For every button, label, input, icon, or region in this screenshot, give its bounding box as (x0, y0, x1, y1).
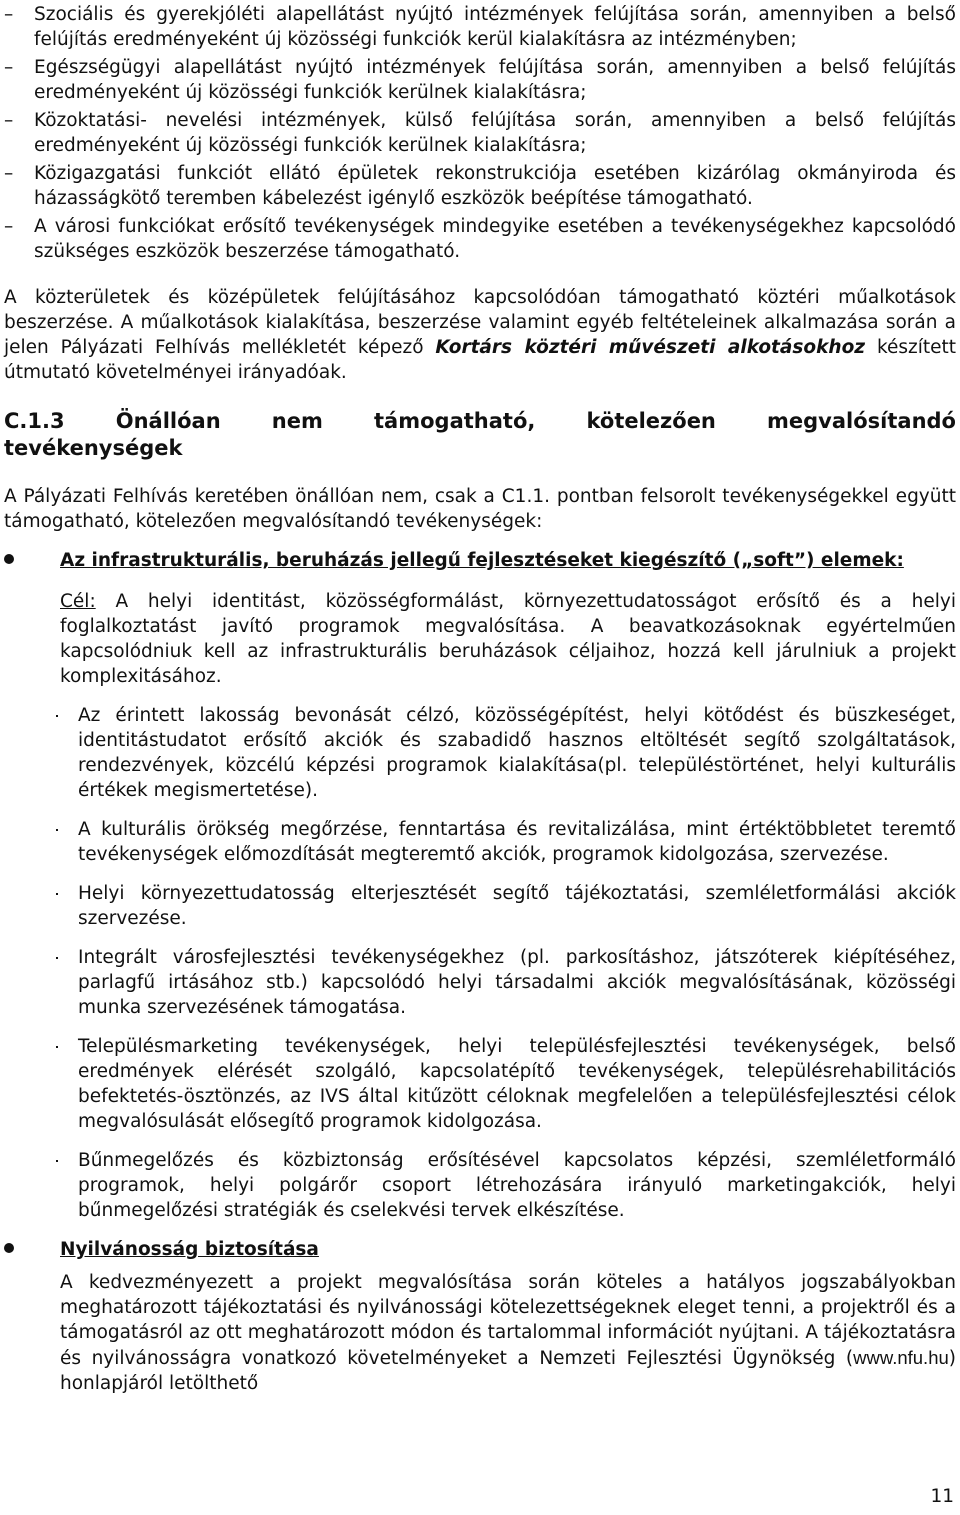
artwork-paragraph (4, 285, 956, 385)
list-item-text: Az érintett lakosság bevonását célzó, közösségépítést, helyi kötődést és büszkeséget, identitástudatot erősítő akciók és szabadidő hasznos eltöltését segítő szolgáltatások, rendezvények, közcélú képzési programok kialakítása(pl. településtörténet, helyi kulturális értékek megismertetése). (78, 705, 956, 801)
dot-icon (56, 715, 58, 717)
list-item-text: Integrált városfejlesztési tevékenységekhez (pl. parkosításhoz, játszóterek kiépítéséhez, parlagfű irtásához stb.) kapcsolódó helyi társadalmi akciók megvalósításának, közösségi munka szervezésének támogatása. (78, 947, 956, 1018)
dash-mark: – (4, 110, 14, 131)
dot-icon (56, 893, 58, 895)
intro-paragraph: A Pályázati Felhívás keretében önállóan nem, csak a C1.1. pontban felsorolt tevékenységekkel együtt támogatható, kötelezően megvalósítandó tevékenységek: (4, 486, 956, 532)
dot-icon (56, 1046, 58, 1048)
dash-list-item (4, 214, 956, 264)
list-item-text: Bűnmegelőzés és közbiztonság erősítésével kapcsolatos képzési, szemléletformáló programok, helyi polgárőr csoport létrehozására irányuló marketingakciók, helyi bűnmegelőzési stratégiák és cselekvési tervek elkészítése. (78, 1150, 956, 1221)
list-item (60, 703, 956, 803)
dash-mark: – (4, 57, 14, 78)
dash-mark: – (4, 163, 14, 184)
list-item-text: A kulturális örökség megőrzése, fenntartása és revitalizálása, mint értéktöbbletet teremtő tevékenységek előmozdítását megteremtő akciók, programok kidolgozása, szervezése. (78, 819, 956, 865)
section-heading-line2: tevékenységek (4, 436, 183, 460)
target-text: A helyi identitást, közösségformálást, környezettudatosságot erősítő és a helyi foglalkoztatást javító programok megvalósítása. A beavatkozásoknak egyértelműen kapcsolódniuk kell az infrastrukturális beruházások céljaihoz, hozzá kell járulniuk a projekt komplexitásához. (60, 591, 956, 687)
list-item (60, 945, 956, 1020)
publicity-text: A kedvezményezett a projekt megvalósítása során köteles a hatályos jogszabályokban meghatározott tájékoztatási és nyilvánossági kötelezettségeknek eleget tenni, a projektről és a támogatásról az ott meghatározott módon és tartalommal információt nyújtani. A tájékoztatásra és nyilvánosságra vonatkozó követelményeket a Nemzeti Fejlesztési Ügynökség ( (60, 1272, 956, 1369)
bullet-icon (4, 1243, 14, 1253)
target-paragraph (60, 589, 956, 689)
list-item (60, 1034, 956, 1134)
dash-item-text: A városi funkciókat erősítő tevékenységek mindegyike esetében a tevékenységekhez kapcsolódó szükséges eszközök beszerzése támogatható. (34, 216, 956, 262)
dot-icon (56, 1160, 58, 1162)
artwork-text-end: készített útmutató követelményei irányadóak. (4, 337, 957, 383)
soft-elements-list (60, 703, 956, 1223)
publicity-section (4, 1237, 956, 1396)
dash-item-text: Közigazgatási funkciót ellátó épületek rekonstrukciója esetében kizárólag okmányiroda és házasságkötő teremben kábelezést igénylő eszközök beépítése támogatható. (34, 163, 956, 209)
dash-list-item (4, 55, 956, 105)
list-item (60, 881, 956, 931)
soft-elements-section (4, 548, 956, 1223)
dash-list (4, 2, 956, 264)
section-heading-line1: C.1.3 Önállóan nem támogatható, kötelezően megvalósítandó (4, 409, 956, 433)
section-heading (4, 408, 956, 462)
artwork-guide-title: Kortárs köztéri művészeti alkotásokhoz (435, 337, 866, 358)
dash-item-text: Közoktatási- nevelési intézmények, külső felújítása során, amennyiben a belső felújítás eredményeként új közösségi funkciók kerülnek kialakításra; (34, 110, 956, 156)
publicity-text-end: ) honlapjáról letölthető (60, 1348, 956, 1394)
list-item-text: Településmarketing tevékenységek, helyi településfejlesztési tevékenységek, belső eredmények elérését szolgáló, kapcsolatépítő tevékenységek, településrehabilitációs befektetés-ösztönzés, az IVS által kitűzött céloknak megfelelően a településfejlesztési célok megvalósulását elősegítő programok kidolgozása. (78, 1036, 956, 1132)
dash-item-text: Egészségügyi alapellátást nyújtó intézmények felújítása során, amennyiben a belső felújítás eredményeként új közösségi funkciók kerülnek kialakításra; (34, 57, 956, 103)
publicity-paragraph (60, 1270, 956, 1396)
dot-icon (56, 829, 58, 831)
list-item (60, 817, 956, 867)
target-label: Cél: (60, 591, 96, 612)
bullet-icon (4, 554, 14, 564)
list-item-text: Helyi környezettudatosság elterjesztését segítő tájékoztatási, szemléletformálási akciók szervezése. (78, 883, 956, 929)
artwork-text: A közterületek és középületek felújításához kapcsolódóan támogatható köztéri műalkotások beszerzése. A műalkotások kialakítása, beszerzése valamint egyéb feltételeinek alkalmazása során a jelen Pályázati Felhívás mellékletét képező (4, 287, 956, 358)
dash-mark: – (4, 216, 14, 237)
dash-item-text: Szociális és gyerekjóléti alapellátást nyújtó intézmények felújítása során, amennyiben a belső felújítás eredményeként új közösségi funkciók kerül kialakításra az intézményben; (34, 4, 956, 50)
dash-list-item (4, 161, 956, 211)
page-number: 11 (930, 1486, 954, 1507)
dot-icon (56, 957, 58, 959)
list-item (60, 1148, 956, 1223)
dash-list-item (4, 108, 956, 158)
document-page (4, 0, 956, 1396)
nfu-link[interactable]: www.nfu.hu (853, 1347, 949, 1368)
dash-mark: – (4, 4, 14, 25)
dash-list-item (4, 2, 956, 52)
soft-elements-title: Az infrastrukturális, beruházás jellegű fejlesztéseket kiegészítő („soft”) elemek: (60, 550, 904, 571)
publicity-title: Nyilvánosság biztosítása (60, 1239, 319, 1260)
